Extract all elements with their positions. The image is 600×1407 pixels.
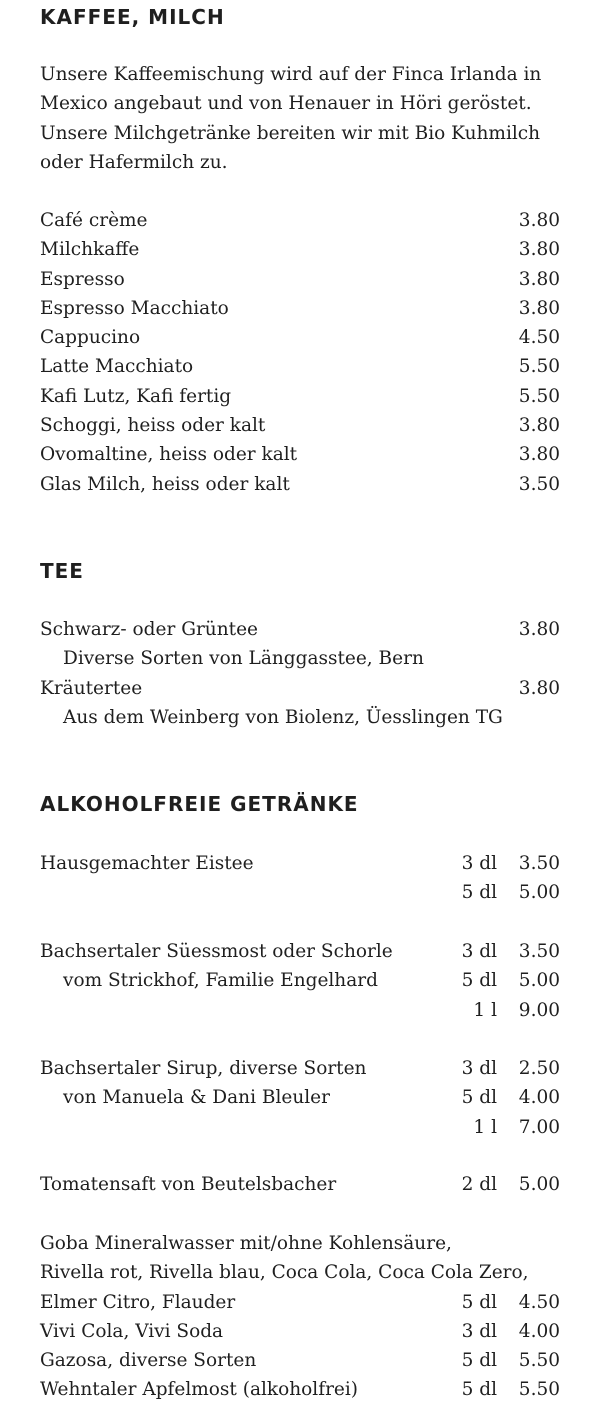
item-name: Goba Mineralwasser mit/ohne Kohlensäure,: [40, 1233, 452, 1254]
menu-item: [40, 440, 560, 469]
item-price: 7.00: [518, 1116, 560, 1138]
item-price: 5.50: [518, 1350, 560, 1372]
menu-item: [40, 937, 560, 966]
item-price: 4.50: [518, 327, 560, 349]
item-size: 1 l: [473, 999, 497, 1021]
item-name: Latte Macchiato: [40, 356, 194, 378]
item-price: 5.50: [518, 356, 560, 378]
item-price: 4.50: [518, 1291, 560, 1313]
item-price: 2.50: [518, 1058, 560, 1079]
item-size: 5 dl: [461, 1350, 497, 1372]
intro-line: Mexico angebaut und von Henauer in Höri geröstet.: [40, 93, 532, 115]
item-name: Café crème: [40, 210, 148, 231]
item-name: Kafi Lutz, Kafi fertig: [40, 385, 232, 407]
item-name: Hausgemachter Eistee: [40, 853, 254, 874]
suessmost-block: [40, 937, 560, 1025]
kaffee-intro: [40, 60, 560, 177]
menu-item: [40, 411, 560, 440]
item-name: Schwarz- oder Grüntee: [40, 619, 258, 640]
tee-list: [40, 615, 560, 732]
item-price: 5.00: [518, 882, 560, 904]
item-price: 5.50: [518, 385, 560, 407]
section-heading-tee: TEE: [40, 559, 84, 583]
item-name: Gazosa, diverse Sorten: [40, 1350, 257, 1372]
item-price: 5.00: [518, 970, 560, 992]
item-name: Schoggi, heiss oder kalt: [40, 415, 266, 437]
intro-line: oder Hafermilch zu.: [40, 151, 228, 173]
eistee-block: [40, 849, 560, 908]
item-price: 5.00: [518, 1174, 560, 1195]
section-kaffee: [40, 1, 560, 33]
item-description: von Manuela & Dani Bleuler: [63, 1087, 330, 1109]
item-name: Tomatensaft von Beutelsbacher: [40, 1174, 337, 1195]
menu-text-line: [40, 1229, 560, 1258]
menu-item: [40, 470, 560, 499]
item-name: Rivella rot, Rivella blau, Coca Cola, Coca Cola Zero,: [40, 1262, 529, 1284]
item-name: Elmer Citro, Flauder: [40, 1291, 236, 1313]
item-size: 1 l: [473, 1116, 497, 1138]
item-price: 3.80: [518, 619, 560, 640]
item-name: Kräutertee: [40, 677, 143, 699]
menu-item: [40, 382, 560, 411]
menu-item: [40, 323, 560, 352]
intro-line: Unsere Milchgetränke bereiten wir mit Bio Kuhmilch: [40, 122, 541, 144]
item-name: Espresso Macchiato: [40, 297, 229, 319]
item-description: Diverse Sorten von Länggasstee, Bern: [63, 648, 424, 670]
menu-item: [40, 1375, 560, 1404]
menu-item: [40, 615, 560, 644]
intro-line: Unsere Kaffeemischung wird auf der Finca Irlanda in: [40, 64, 542, 85]
item-size: 3 dl: [461, 941, 497, 962]
item-price: 3.50: [518, 473, 560, 495]
menu-item: [40, 674, 560, 703]
item-price: 9.00: [518, 999, 560, 1021]
item-price: 3.50: [518, 853, 560, 874]
item-size: 5 dl: [461, 1087, 497, 1109]
size-option: [40, 1113, 560, 1142]
menu-item: [40, 352, 560, 381]
item-price: 5.50: [518, 1379, 560, 1401]
item-size: 3 dl: [461, 1320, 497, 1342]
item-name: Milchkaffe: [40, 239, 140, 261]
item-description: vom Strickhof, Familie Engelhard: [63, 970, 378, 992]
size-option: [40, 878, 560, 907]
section-heading-kaffee: KAFFEE, MILCH: [40, 5, 225, 29]
item-price: 4.00: [518, 1087, 560, 1109]
section-tee: [40, 555, 560, 587]
item-size: 3 dl: [461, 853, 497, 874]
item-description: Aus dem Weinberg von Biolenz, Üesslingen TG: [63, 706, 503, 728]
section-heading-alkoholfrei: ALKOHOLFREIE GETRÄNKE: [40, 792, 359, 816]
item-name: Vivi Cola, Vivi Soda: [40, 1320, 224, 1342]
menu-item: [40, 1317, 560, 1346]
item-name: Bachsertaler Sirup, diverse Sorten: [40, 1058, 367, 1079]
item-price: 3.80: [518, 210, 560, 231]
item-size: 5 dl: [461, 1379, 497, 1401]
menu-item: [40, 1170, 560, 1199]
item-size: 3 dl: [461, 1058, 497, 1079]
tomatensaft-block: [40, 1170, 560, 1199]
item-size: 5 dl: [461, 1291, 497, 1313]
item-name: Wehntaler Apfelmost (alkoholfrei): [40, 1379, 358, 1401]
item-size: 5 dl: [461, 882, 497, 904]
item-price: 3.80: [518, 297, 560, 319]
item-price: 3.80: [518, 677, 560, 699]
item-price: 3.80: [518, 239, 560, 261]
menu-text-line: [40, 1258, 560, 1287]
mineral-block: [40, 1229, 560, 1405]
item-price: 3.80: [518, 268, 560, 290]
item-name: Espresso: [40, 268, 125, 290]
menu-item: [40, 294, 560, 323]
item-price: 3.50: [518, 941, 560, 962]
item-price: 4.00: [518, 1320, 560, 1342]
menu-item: [40, 1054, 560, 1083]
sirup-block: [40, 1054, 560, 1142]
item-description-line: [40, 644, 560, 673]
menu-item: [40, 1346, 560, 1375]
item-name: Ovomaltine, heiss oder kalt: [40, 444, 298, 466]
item-price: 3.80: [518, 444, 560, 466]
item-description-line: [40, 703, 560, 732]
size-option: [40, 1083, 560, 1112]
item-name: Glas Milch, heiss oder kalt: [40, 473, 290, 495]
menu-item: [40, 1288, 560, 1317]
menu-item: [40, 265, 560, 294]
size-option: [40, 966, 560, 995]
menu-item: [40, 849, 560, 878]
item-price: 3.80: [518, 415, 560, 437]
item-name: Cappucino: [40, 327, 141, 349]
kaffee-list: [40, 206, 560, 499]
menu-item: [40, 206, 560, 235]
item-name: Bachsertaler Süessmost oder Schorle: [40, 941, 393, 962]
size-option: [40, 996, 560, 1025]
menu-item: [40, 235, 560, 264]
item-size: 2 dl: [461, 1174, 497, 1195]
section-alkoholfrei: [40, 788, 560, 820]
item-size: 5 dl: [461, 970, 497, 992]
